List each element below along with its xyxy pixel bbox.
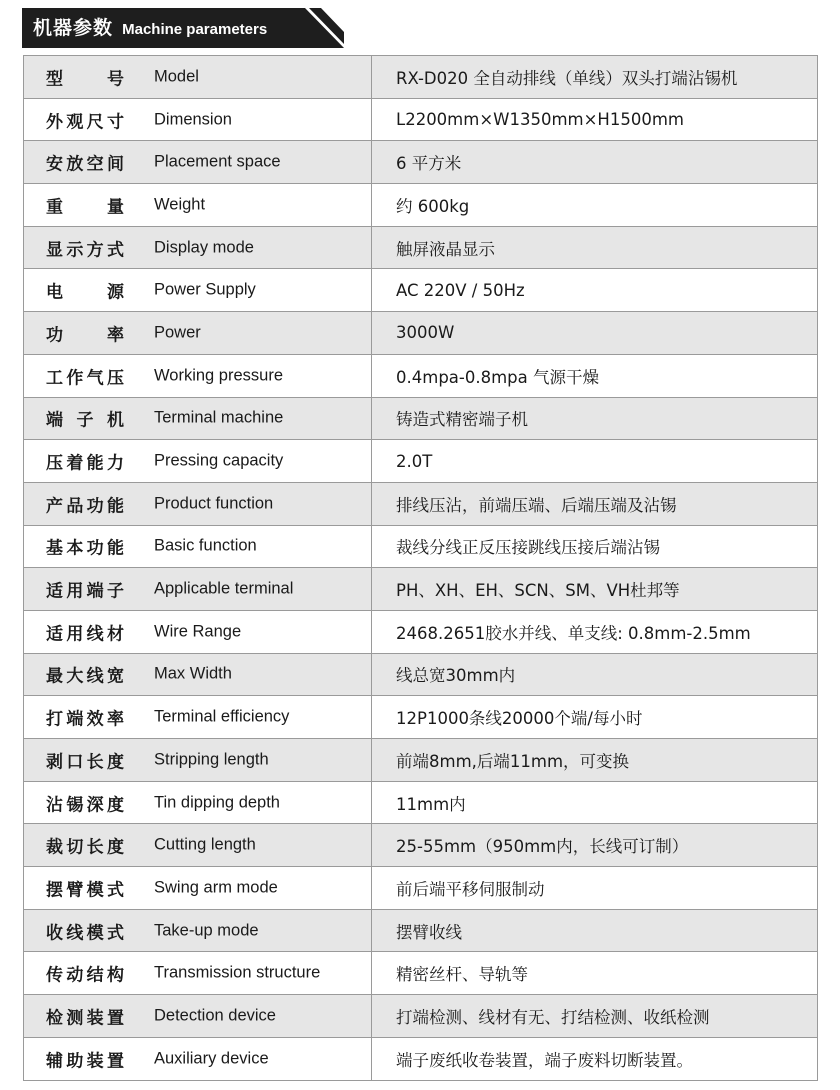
parameter-label-zh: 电 源 <box>46 282 124 303</box>
parameter-value: 触屏液晶显示 <box>372 226 818 269</box>
parameter-label-zh: 安 放 空 间 <box>46 154 124 175</box>
parameter-label-zh: 适 用 线 材 <box>46 624 124 645</box>
parameter-label-cell <box>24 354 372 397</box>
parameter-label-cell <box>24 610 372 653</box>
parameter-value: 约 600kg <box>372 184 818 227</box>
parameter-row <box>24 653 818 696</box>
parameter-value: 精密丝杆、导轨等 <box>372 952 818 995</box>
parameter-label-en: Stripping length <box>154 750 269 769</box>
parameter-label-en: Auxiliary device <box>154 1049 269 1068</box>
parameter-row <box>24 440 818 483</box>
parameter-value: 2468.2651胶水并线、单支线: 0.8mm-2.5mm <box>372 610 818 653</box>
parameter-label-cell <box>24 995 372 1038</box>
parameter-row <box>24 397 818 440</box>
parameter-label-zh: 适 用 端 子 <box>46 581 124 602</box>
parameter-label-zh: 收 线 模 式 <box>46 923 124 944</box>
parameter-label-cell <box>24 824 372 867</box>
parameter-label-en: Terminal machine <box>154 408 284 427</box>
parameter-value: 铸造式精密端子机 <box>372 397 818 440</box>
parameter-label-en: Placement space <box>154 152 281 171</box>
parameter-label-zh: 最 大 线 宽 <box>46 666 124 687</box>
parameter-value: L2200mm×W1350mm×H1500mm <box>372 98 818 141</box>
parameter-value: 2.0T <box>372 440 818 483</box>
parameter-row <box>24 824 818 867</box>
parameter-label-cell <box>24 184 372 227</box>
parameter-label-en: Model <box>154 67 199 86</box>
parameter-label-cell <box>24 397 372 440</box>
parameter-value: 排线压沾，前端压端、后端压端及沾锡 <box>372 482 818 525</box>
parameter-row <box>24 312 818 355</box>
parameter-value: 0.4mpa-0.8mpa 气源干燥 <box>372 354 818 397</box>
parameter-label-cell <box>24 696 372 739</box>
parameter-value: 25-55mm（950mm内，长线可订制） <box>372 824 818 867</box>
parameter-label-zh: 重 量 <box>46 197 124 218</box>
header-title <box>33 8 267 48</box>
parameter-label-en: Working pressure <box>154 366 283 385</box>
parameter-row <box>24 909 818 952</box>
parameter-value: 3000W <box>372 312 818 355</box>
parameter-row <box>24 141 818 184</box>
parameter-value: 摆臂收线 <box>372 909 818 952</box>
parameter-row <box>24 184 818 227</box>
machine-parameters-table <box>23 55 818 1081</box>
parameter-label-zh: 基 本 功 能 <box>46 538 124 559</box>
parameter-row <box>24 568 818 611</box>
parameter-row <box>24 739 818 782</box>
parameter-row <box>24 1037 818 1080</box>
parameter-row <box>24 952 818 995</box>
parameter-label-en: Take-up mode <box>154 921 259 940</box>
parameter-row <box>24 995 818 1038</box>
parameter-value: 前后端平移伺服制动 <box>372 867 818 910</box>
parameter-label-zh: 功 率 <box>46 325 124 346</box>
parameter-row <box>24 226 818 269</box>
parameter-label-cell <box>24 56 372 99</box>
parameter-label-zh: 外 观 尺 寸 <box>46 112 124 133</box>
parameter-label-cell <box>24 226 372 269</box>
section-header <box>22 8 344 48</box>
parameter-label-en: Display mode <box>154 238 254 257</box>
parameter-label-zh: 剥 口 长 度 <box>46 752 124 773</box>
parameter-row <box>24 867 818 910</box>
parameter-label-zh: 裁 切 长 度 <box>46 837 124 858</box>
parameters-table-body <box>24 56 818 1081</box>
parameter-label-zh: 摆 臂 模 式 <box>46 880 124 901</box>
parameter-value: 12P1000条线20000个端/每小时 <box>372 696 818 739</box>
parameter-label-cell <box>24 98 372 141</box>
parameter-label-zh: 工 作 气 压 <box>46 368 124 389</box>
parameter-label-cell <box>24 269 372 312</box>
parameter-label-cell <box>24 739 372 782</box>
parameter-row <box>24 482 818 525</box>
parameter-label-zh: 型 号 <box>46 69 124 90</box>
parameter-label-en: Power Supply <box>154 280 256 299</box>
parameter-label-en: Wire Range <box>154 622 242 641</box>
parameter-label-cell <box>24 909 372 952</box>
parameter-label-zh: 端 子 机 <box>46 410 124 431</box>
parameter-label-cell <box>24 653 372 696</box>
parameter-value: 裁线分线正反压接跳线压接后端沾锡 <box>372 525 818 568</box>
parameter-row <box>24 610 818 653</box>
parameter-label-cell <box>24 781 372 824</box>
parameter-label-cell <box>24 482 372 525</box>
parameter-label-zh: 传 动 结 构 <box>46 965 124 986</box>
parameter-label-en: Swing arm mode <box>154 878 278 897</box>
parameter-label-en: Product function <box>154 494 274 513</box>
parameter-label-en: Basic function <box>154 536 257 555</box>
parameter-label-cell <box>24 525 372 568</box>
parameter-label-zh: 显 示 方 式 <box>46 240 124 261</box>
parameter-label-en: Terminal efficiency <box>154 707 290 726</box>
header-title-en: Machine parameters <box>122 21 268 38</box>
parameter-label-zh: 检 测 装 置 <box>46 1008 124 1029</box>
parameter-label-cell <box>24 1037 372 1080</box>
parameter-label-en: Dimension <box>154 110 232 129</box>
parameter-label-en: Applicable terminal <box>154 579 294 598</box>
parameter-label-cell <box>24 312 372 355</box>
parameter-value: 线总宽30mm内 <box>372 653 818 696</box>
parameter-row <box>24 56 818 99</box>
parameter-label-cell <box>24 952 372 995</box>
parameter-label-zh: 压 着 能 力 <box>46 453 124 474</box>
parameter-label-en: Pressing capacity <box>154 451 284 470</box>
parameter-row <box>24 525 818 568</box>
parameter-label-zh: 沾 锡 深 度 <box>46 795 124 816</box>
parameter-label-cell <box>24 440 372 483</box>
parameter-value: 端子废纸收卷装置，端子废料切断装置。 <box>372 1037 818 1080</box>
parameter-row <box>24 98 818 141</box>
parameter-label-en: Cutting length <box>154 835 256 854</box>
parameter-label-zh: 产 品 功 能 <box>46 496 124 517</box>
parameter-label-en: Power <box>154 323 201 342</box>
parameter-row <box>24 781 818 824</box>
header-title-zh: 机器参数 <box>33 17 114 39</box>
parameter-label-cell <box>24 568 372 611</box>
parameter-value: RX-D020 全自动排线（单线）双头打端沾锡机 <box>372 56 818 99</box>
parameter-row <box>24 354 818 397</box>
parameter-label-en: Transmission structure <box>154 963 321 982</box>
parameter-label-en: Max Width <box>154 664 232 683</box>
parameter-label-cell <box>24 141 372 184</box>
parameter-row <box>24 696 818 739</box>
parameter-label-en: Tin dipping depth <box>154 793 280 812</box>
parameter-value: 6 平方米 <box>372 141 818 184</box>
parameter-label-zh: 辅 助 装 置 <box>46 1051 124 1072</box>
parameter-label-en: Detection device <box>154 1006 276 1025</box>
parameter-value: AC 220V / 50Hz <box>372 269 818 312</box>
parameter-row <box>24 269 818 312</box>
parameter-label-en: Weight <box>154 195 206 214</box>
parameter-value: 前端8mm,后端11mm，可变换 <box>372 739 818 782</box>
parameter-value: 打端检测、线材有无、打结检测、收纸检测 <box>372 995 818 1038</box>
parameter-label-zh: 打 端 效 率 <box>46 709 124 730</box>
parameter-value: PH、XH、EH、SCN、SM、VH杜邦等 <box>372 568 818 611</box>
parameter-value: 11mm内 <box>372 781 818 824</box>
parameter-label-cell <box>24 867 372 910</box>
